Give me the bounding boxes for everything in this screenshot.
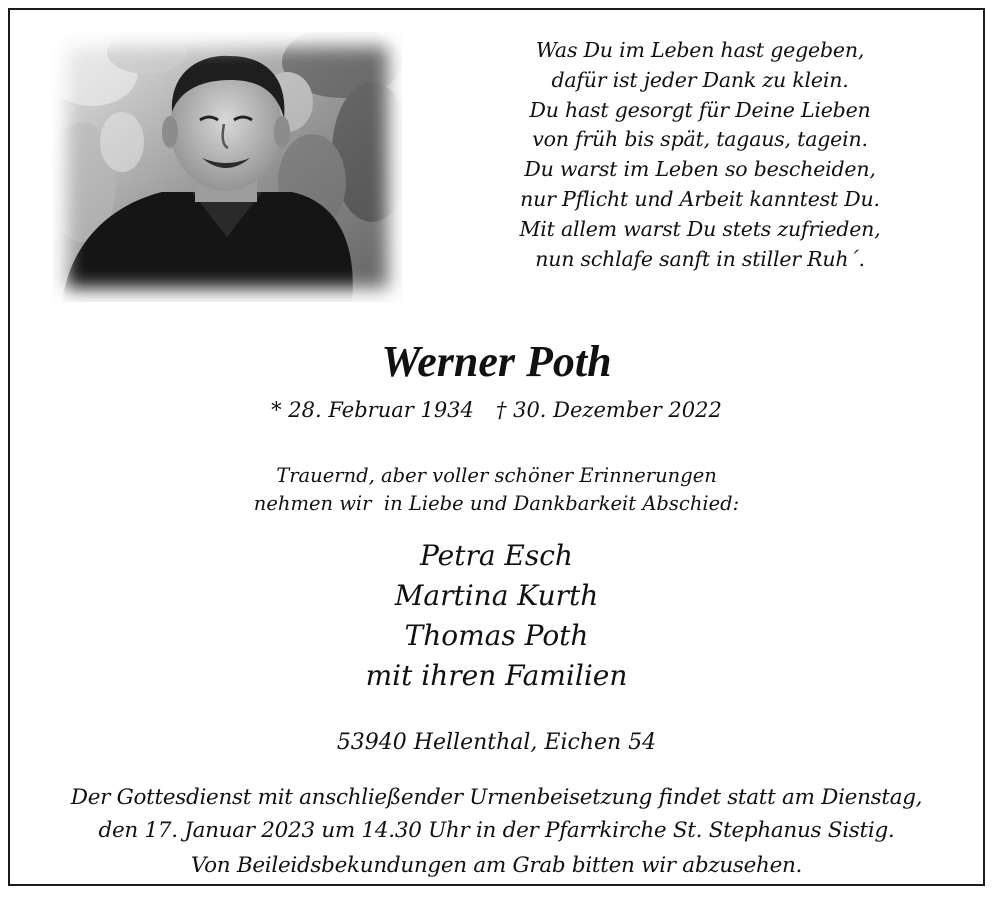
family-address: 53940 Hellenthal, Eichen 54 bbox=[336, 730, 657, 755]
poem-line: Was Du im Leben hast gegeben, bbox=[535, 38, 865, 62]
condolence-note: Von Beileidsbekundungen am Grab bitten wir abzusehen. bbox=[190, 853, 803, 878]
service-line: den 17. Januar 2023 um 14.30 Uhr in der Pfarrkirche St. Stephanus Sistig. bbox=[98, 818, 895, 843]
intro-line: nehmen wir in Liebe und Dankbarkeit Abschied: bbox=[253, 492, 740, 515]
memorial-poem bbox=[430, 36, 970, 274]
intro-line: Trauernd, aber voller schöner Erinnerungen bbox=[276, 464, 717, 487]
mourner-name: Martina Kurth bbox=[394, 579, 599, 612]
poem-line: dafür ist jeder Dank zu klein. bbox=[551, 67, 849, 92]
life-dates bbox=[10, 395, 983, 425]
death-date: † 30. Dezember 2022 bbox=[495, 398, 722, 422]
obituary-notice bbox=[8, 8, 985, 886]
service-details bbox=[10, 781, 983, 847]
service-line: Der Gottesdienst mit anschließender Urnenbeisetzung findet statt am Dienstag, bbox=[70, 785, 923, 810]
mourner-name: Petra Esch bbox=[420, 539, 573, 572]
poem-line: Du hast gesorgt für Deine Lieben bbox=[529, 97, 871, 122]
poem-line: nun schlafe sanft in stiller Ruh´. bbox=[535, 246, 865, 271]
poem-line: nur Pflicht und Arbeit kanntest Du. bbox=[520, 186, 880, 211]
farewell-intro bbox=[10, 462, 983, 518]
poem-line: von früh bis spät, tagaus, tagein. bbox=[532, 127, 868, 152]
mourner-name: Thomas Poth bbox=[404, 619, 589, 652]
deceased-name: Werner Poth bbox=[381, 337, 612, 386]
birth-date: * 28. Februar 1934 bbox=[271, 398, 474, 422]
mourners-list bbox=[10, 536, 983, 696]
mourner-families: mit ihren Familien bbox=[365, 659, 628, 692]
poem-line: Du warst im Leben so bescheiden, bbox=[524, 157, 876, 182]
portrait-illustration bbox=[52, 32, 402, 302]
poem-line: Mit allem warst Du stets zufrieden, bbox=[519, 216, 881, 241]
portrait-photo bbox=[52, 32, 402, 302]
